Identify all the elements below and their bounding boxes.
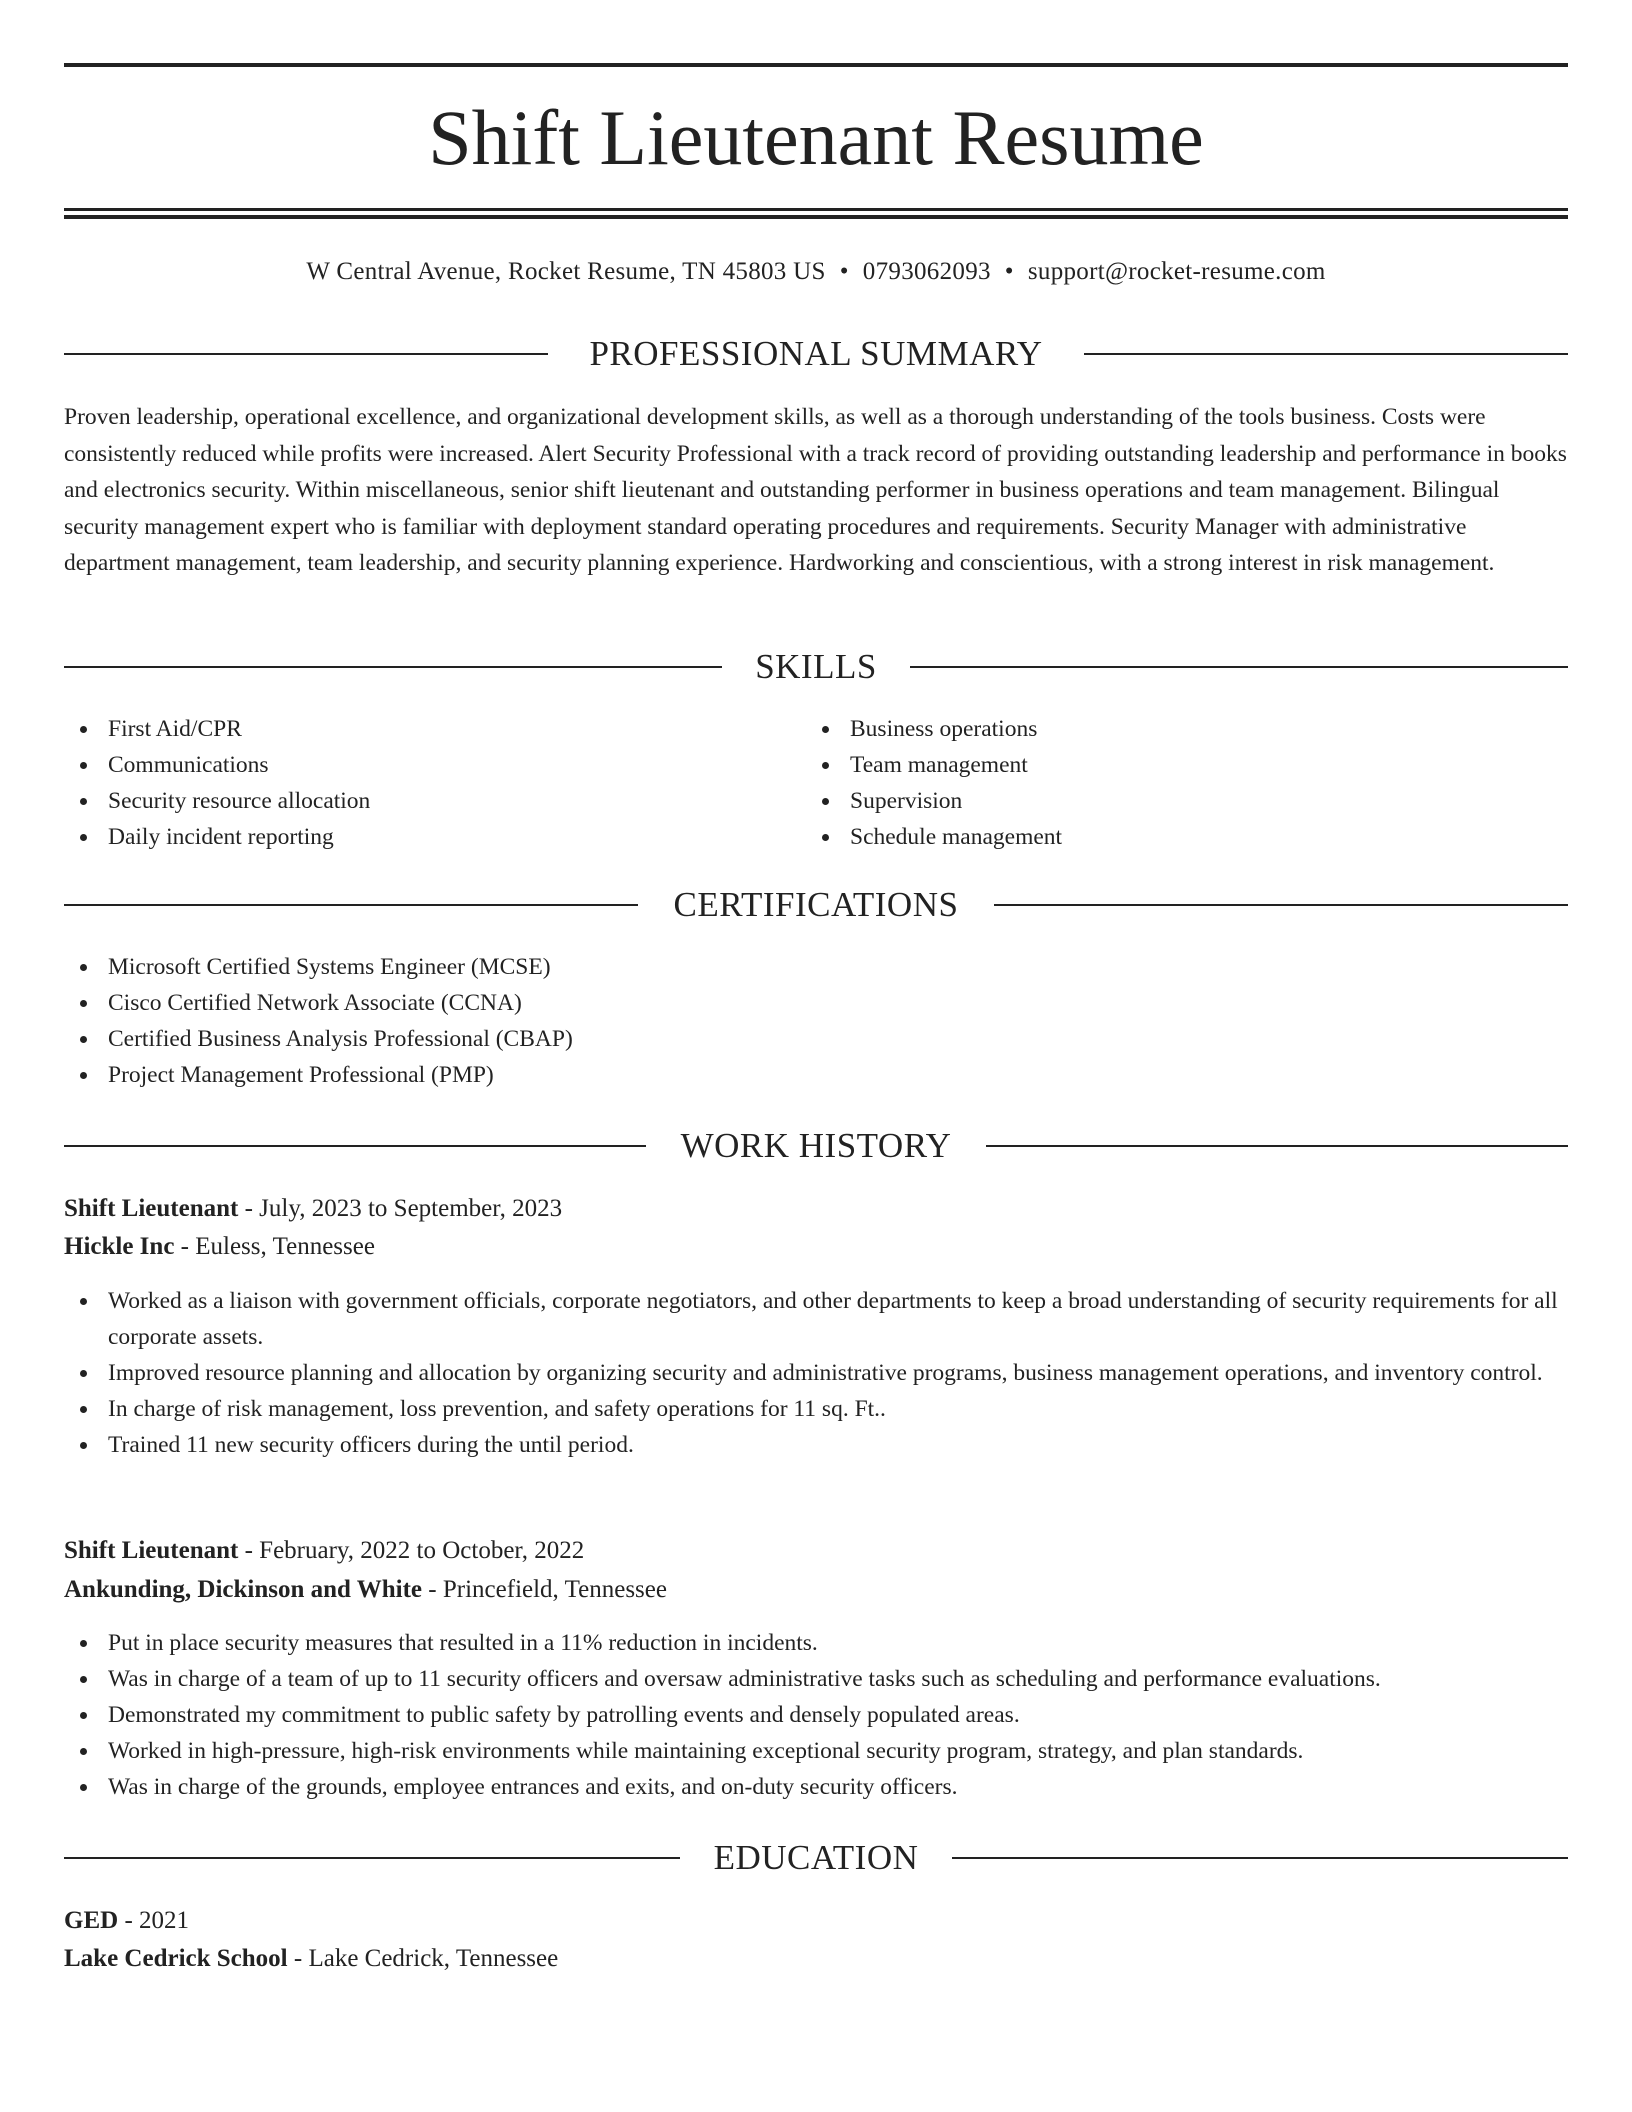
- education-year: - 2021: [118, 1907, 190, 1934]
- section-rule-right: [1084, 353, 1568, 355]
- job-company-line: [64, 1571, 1568, 1609]
- job-bullet: Demonstrated my commitment to public safety by patrolling events and densely populated areas.: [64, 1697, 1568, 1733]
- education-school-line: [64, 1940, 1568, 1978]
- section-title-work-history: WORK HISTORY: [680, 1126, 952, 1165]
- education-degree-line: [64, 1902, 1568, 1940]
- section-header-skills: [64, 647, 1568, 687]
- job-title: Shift Lieutenant: [64, 1195, 239, 1222]
- job-location: - Euless, Tennessee: [174, 1233, 375, 1260]
- skills-list-right: [806, 711, 1546, 855]
- contact-phone: 0793062093: [862, 258, 991, 285]
- certification-item: Cisco Certified Network Associate (CCNA): [64, 985, 1568, 1021]
- section-title-certifications: CERTIFICATIONS: [673, 885, 959, 924]
- section-title-skills: SKILLS: [755, 647, 877, 686]
- job-bullet: Was in charge of a team of up to 11 security officers and oversaw administrative tasks such as scheduling and performance evaluations.: [64, 1661, 1568, 1697]
- skill-item: First Aid/CPR: [64, 711, 804, 747]
- job-bullets: [64, 1283, 1568, 1463]
- skill-item: Team management: [806, 747, 1546, 783]
- job-dates: - July, 2023 to September, 2023: [238, 1195, 563, 1222]
- job-bullet: Trained 11 new security officers during the until period.: [64, 1427, 1568, 1463]
- job-title-line: [64, 1190, 1568, 1228]
- job-bullet: Worked in high-pressure, high-risk environments while maintaining exceptional security program, strategy, and plan standards.: [64, 1733, 1568, 1769]
- certifications-list: [64, 949, 1568, 1093]
- job-bullet: Worked as a liaison with government officials, corporate negotiators, and other departments to keep a broad understanding of security requirements for all corporate assets.: [64, 1283, 1568, 1355]
- certification-item: Project Management Professional (PMP): [64, 1057, 1568, 1093]
- skill-item: Schedule management: [806, 819, 1546, 855]
- section-title-summary: PROFESSIONAL SUMMARY: [589, 334, 1043, 373]
- job-title: Shift Lieutenant: [64, 1537, 239, 1564]
- skills-list-left: [64, 711, 804, 855]
- job-bullet: In charge of risk management, loss prevention, and safety operations for 11 sq. Ft..: [64, 1391, 1568, 1427]
- resume-title: Shift Lieutenant Resume: [428, 94, 1204, 181]
- job-company-line: [64, 1228, 1568, 1266]
- skill-item: Daily incident reporting: [64, 819, 804, 855]
- title-rule-upper: [64, 208, 1568, 211]
- section-rule-right: [986, 1145, 1568, 1147]
- job-dates: - February, 2022 to October, 2022: [238, 1537, 585, 1564]
- job-location: - Princefield, Tennessee: [422, 1576, 667, 1603]
- education-school: Lake Cedrick School: [64, 1945, 288, 1972]
- section-header-work-history: [64, 1126, 1568, 1166]
- summary-text: Proven leadership, operational excellence, and organizational development skills, as well as a thorough understanding of the tools business. Costs were consistently reduced while profits were increased. Alert Security Professional with a track record of providing outstanding leadership and performance in books and electronics security. Within miscellaneous, senior shift lieutenant and outstanding performer in business operations and team management. Bilingual security management expert who is familiar with deployment standard operating procedures and requirements. Security Manager with administrative department management, team leadership, and security planning experience. Hardworking and conscientious, with a strong interest in risk management.: [64, 404, 1567, 576]
- top-rule: [64, 63, 1568, 67]
- contact-address: W Central Avenue, Rocket Resume, TN 45803 US: [306, 258, 826, 285]
- education-degree: GED: [64, 1907, 119, 1934]
- job-bullet: Put in place security measures that resulted in a 11% reduction in incidents.: [64, 1625, 1568, 1661]
- skill-item: Communications: [64, 747, 804, 783]
- section-rule-right: [994, 904, 1568, 906]
- section-header-certifications: [64, 885, 1568, 925]
- contact-separator: •: [1004, 258, 1014, 285]
- job-bullet: Improved resource planning and allocation by organizing security and administrative programs, business management operations, and inventory control.: [64, 1355, 1568, 1391]
- skill-item: Supervision: [806, 783, 1546, 819]
- section-rule-right: [952, 1857, 1568, 1859]
- skill-item: Business operations: [806, 711, 1546, 747]
- job-company: Hickle Inc: [64, 1233, 175, 1260]
- job-bullet: Was in charge of the grounds, employee entrances and exits, and on-duty security officers.: [64, 1769, 1568, 1805]
- job-bullets: [64, 1625, 1568, 1805]
- education-location: - Lake Cedrick, Tennessee: [287, 1945, 559, 1972]
- section-rule-right: [910, 666, 1568, 668]
- certification-item: Certified Business Analysis Professional (CBAP): [64, 1021, 1568, 1057]
- contact-line: [64, 254, 1568, 290]
- section-title-education: EDUCATION: [713, 1838, 919, 1877]
- contact-separator: •: [839, 258, 849, 285]
- section-header-summary: [64, 334, 1568, 374]
- section-header-education: [64, 1838, 1568, 1878]
- certification-item: Microsoft Certified Systems Engineer (MCSE): [64, 949, 1568, 985]
- skill-item: Security resource allocation: [64, 783, 804, 819]
- job-company: Ankunding, Dickinson and White: [64, 1576, 423, 1603]
- contact-email[interactable]: support@rocket-resume.com: [1027, 258, 1326, 285]
- job-title-line: [64, 1532, 1568, 1570]
- title-rule-lower: [64, 215, 1568, 219]
